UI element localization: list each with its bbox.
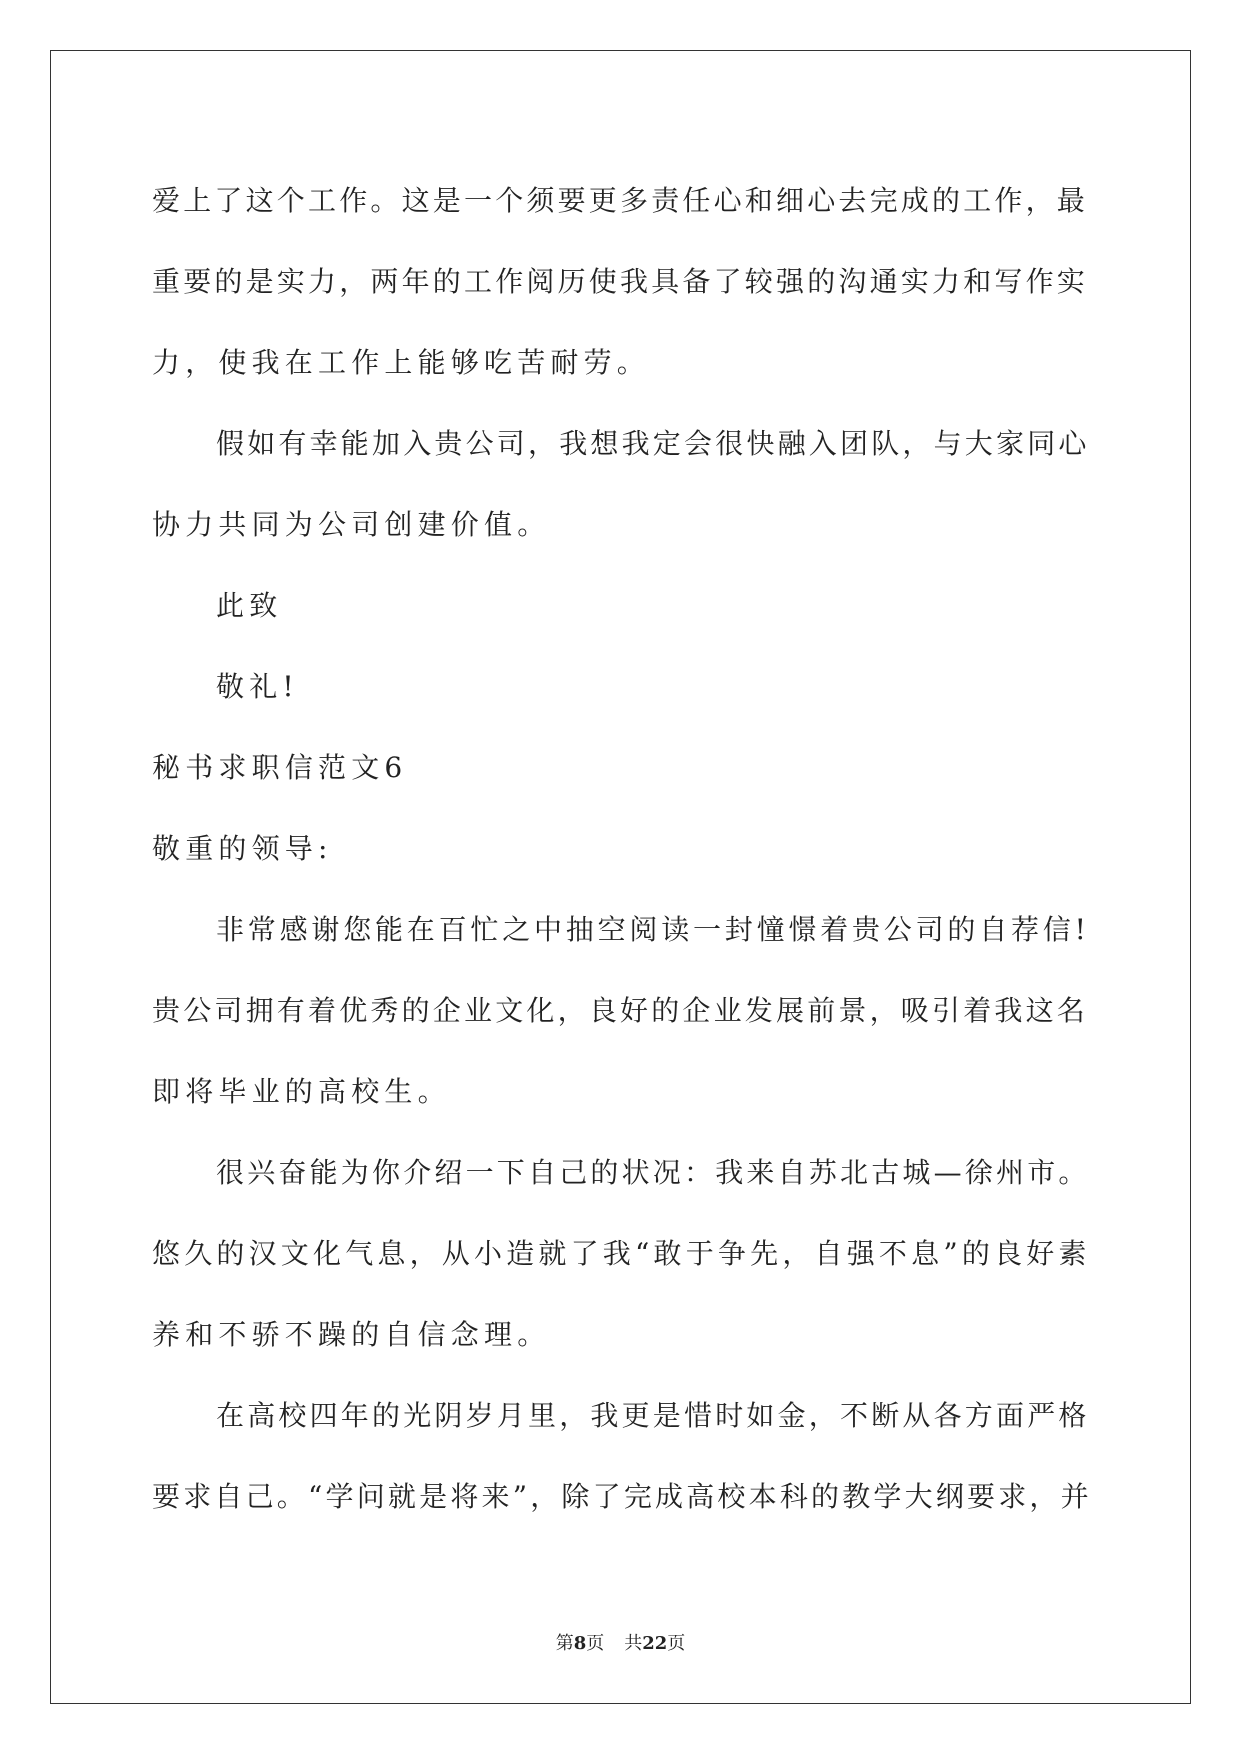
total-pages: 22 [642,1633,668,1654]
paragraph-start: 很兴奋能为你介绍一下自己的状况：我来自苏北古城—徐州市。 [216,1156,1090,1189]
paragraph-start: 非常感谢您能在百忙之中抽空阅读一封憧憬着贵公司的自荐信! [216,913,1090,946]
text-line: 悠久的汉文化气息，从小造就了我“敢于争先，自强不息”的良好素 [152,1237,1091,1270]
closing-regards: 敬礼! [216,670,299,703]
text-line: 协力共同为公司创建价值。 [152,508,551,541]
text-line: 爱上了这个工作。这是一个须要更多责任心和细心去完成的工作，最 [152,184,1089,217]
footer-page-suffix: 页 [586,1633,605,1654]
text-line: 贵公司拥有着优秀的企业文化，良好的企业发展前景，吸引着我这名 [152,994,1089,1027]
footer-total-suffix: 页 [667,1633,686,1654]
text-line: 重要的是实力，两年的工作阅历使我具备了较强的沟通实力和写作实 [152,265,1089,298]
text-line: 养和不骄不躁的自信念理。 [152,1318,551,1351]
paragraph-start: 在高校四年的光阴岁月里，我更是惜时如金，不断从各方面严格 [216,1399,1090,1432]
section-heading: 秘书求职信范文6 [152,751,408,784]
text-line: 即将毕业的高校生。 [152,1075,451,1108]
text-line: 力，使我在工作上能够吃苦耐劳。 [152,346,651,379]
document-body [152,160,1092,1537]
page-footer [0,1632,1241,1656]
paragraph-start: 假如有幸能加入贵公司，我想我定会很快融入团队，与大家同心 [216,427,1090,460]
closing-salutation: 此致 [216,589,283,622]
page-number: 8 [573,1633,587,1654]
greeting: 敬重的领导: [152,832,333,865]
text-line: 要求自己。“学问就是将来”，除了完成高校本科的教学大纲要求，并 [152,1480,1092,1513]
footer-prefix: 第 [555,1633,574,1654]
footer-total-prefix: 共 [624,1633,643,1654]
